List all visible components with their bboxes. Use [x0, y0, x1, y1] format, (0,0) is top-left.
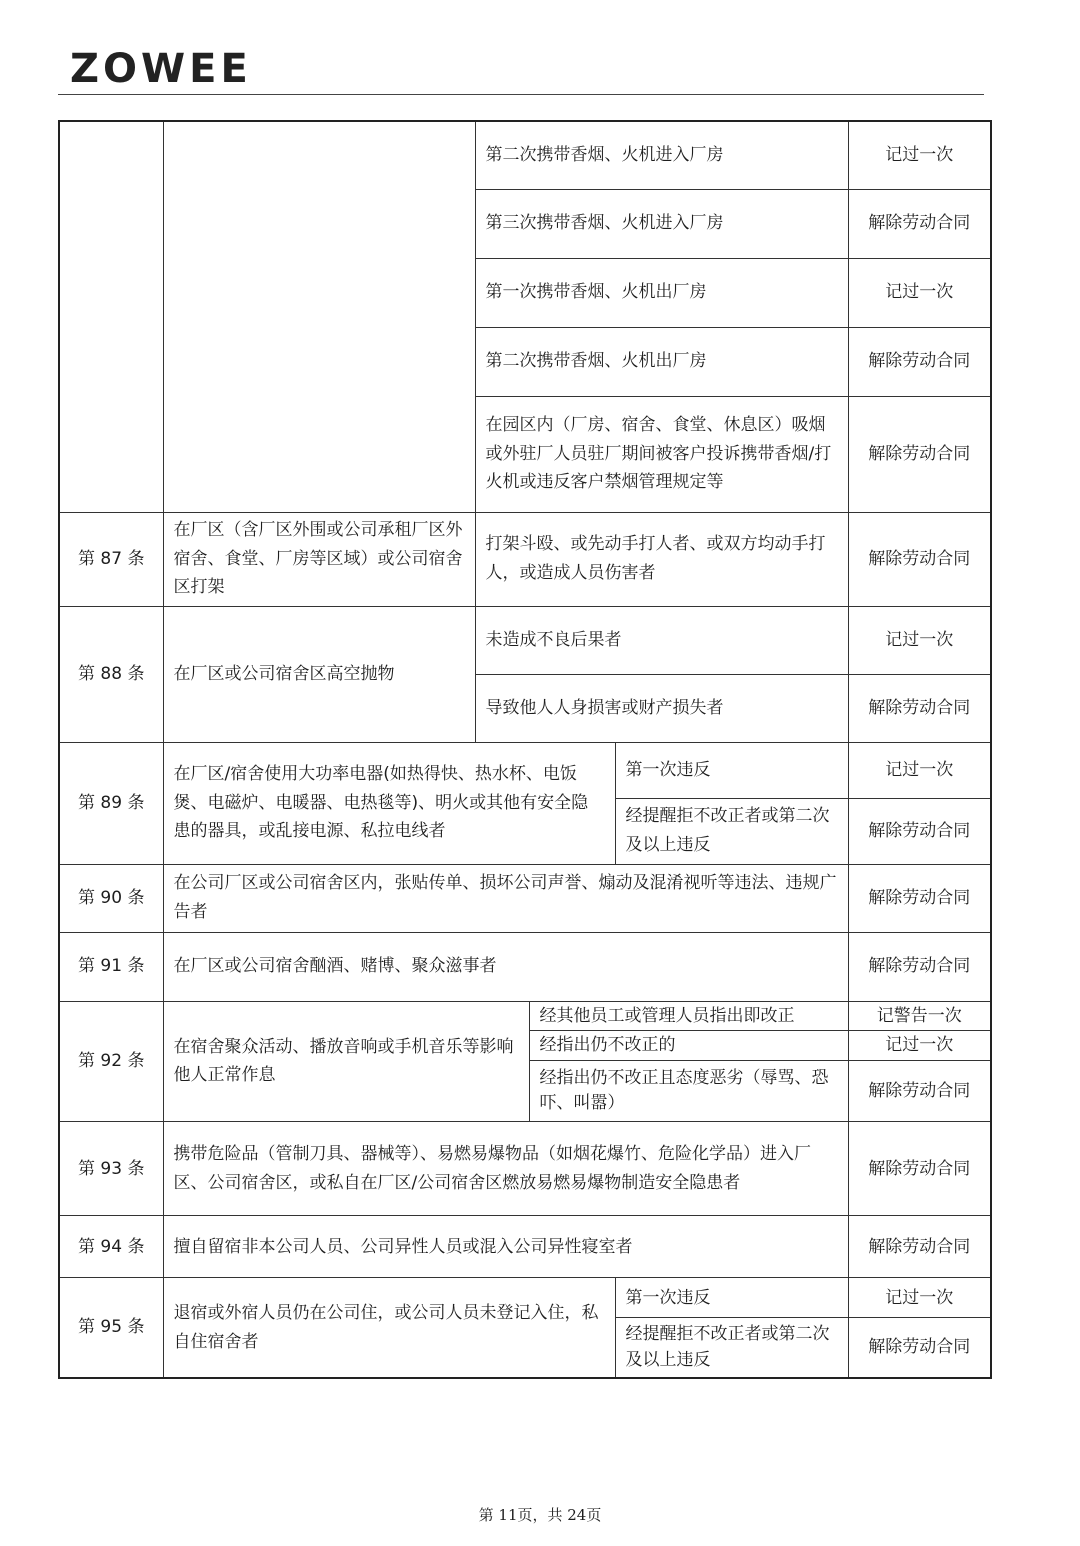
penalty-cell: 解除劳动合同 — [848, 396, 991, 512]
penalty-cell: 解除劳动合同 — [848, 189, 991, 258]
behavior-cell: 在厂区/宿舍使用大功率电器(如热得快、热水杯、电饭煲、电磁炉、电暖器、电热毯等)、明火或其他有安全隐患的器具，或乱接电源、私拉电线者 — [163, 742, 615, 864]
table-row — [59, 932, 991, 1001]
penalty-cell: 解除劳动合同 — [848, 674, 991, 742]
behavior-cell — [163, 121, 475, 512]
penalty-cell: 解除劳动合同 — [848, 932, 991, 1001]
penalty-table — [58, 120, 992, 1379]
condition-cell: 经提醒拒不改正者或第二次及以上违反 — [615, 798, 848, 864]
penalty-cell: 记过一次 — [848, 606, 991, 674]
article-cell: 第 91 条 — [59, 932, 163, 1001]
penalty-cell: 解除劳动合同 — [848, 798, 991, 864]
condition-cell: 导致他人人身损害或财产损失者 — [475, 674, 848, 742]
condition-cell: 在园区内（厂房、宿舍、食堂、休息区）吸烟或外驻厂人员驻厂期间被客户投诉携带香烟/打火机或违反客户禁烟管理规定等 — [475, 396, 848, 512]
company-logo: ZOWEE — [70, 46, 252, 92]
article-cell: 第 89 条 — [59, 742, 163, 864]
behavior-cell: 在厂区或公司宿舍区高空抛物 — [163, 606, 475, 742]
table-row — [59, 1278, 991, 1318]
condition-cell: 第二次携带香烟、火机进入厂房 — [475, 121, 848, 189]
condition-cell: 打架斗殴、或先动手打人者、或双方均动手打人，或造成人员伤害者 — [475, 512, 848, 606]
penalty-cell: 解除劳动合同 — [848, 1216, 991, 1278]
table-row — [59, 512, 991, 606]
behavior-cell: 在厂区或公司宿舍酗酒、赌博、聚众滋事者 — [163, 932, 848, 1001]
penalty-cell: 解除劳动合同 — [848, 1318, 991, 1378]
table-row — [59, 121, 991, 189]
penalty-cell: 记过一次 — [848, 258, 991, 327]
condition-cell: 经指出仍不改正且态度恶劣（辱骂、恐吓、叫嚣） — [529, 1061, 848, 1122]
behavior-cell: 退宿或外宿人员仍在公司住，或公司人员未登记入住，私自住宿舍者 — [163, 1278, 615, 1378]
condition-cell: 第二次携带香烟、火机出厂房 — [475, 327, 848, 396]
condition-cell: 经提醒拒不改正者或第二次及以上违反 — [615, 1318, 848, 1378]
article-cell: 第 93 条 — [59, 1122, 163, 1216]
condition-cell: 第三次携带香烟、火机进入厂房 — [475, 189, 848, 258]
table-row — [59, 1216, 991, 1278]
penalty-cell: 记过一次 — [848, 121, 991, 189]
penalty-cell: 记过一次 — [848, 1031, 991, 1061]
behavior-cell: 擅自留宿非本公司人员、公司异性人员或混入公司异性寝室者 — [163, 1216, 848, 1278]
article-cell: 第 88 条 — [59, 606, 163, 742]
article-cell: 第 87 条 — [59, 512, 163, 606]
penalty-cell: 解除劳动合同 — [848, 864, 991, 932]
condition-cell: 第一次违反 — [615, 742, 848, 798]
penalty-cell: 解除劳动合同 — [848, 327, 991, 396]
article-cell: 第 92 条 — [59, 1001, 163, 1122]
penalty-cell: 解除劳动合同 — [848, 512, 991, 606]
penalty-cell: 解除劳动合同 — [848, 1061, 991, 1122]
header-divider — [58, 94, 984, 95]
condition-cell: 第一次违反 — [615, 1278, 848, 1318]
condition-cell: 未造成不良后果者 — [475, 606, 848, 674]
table-row — [59, 742, 991, 798]
table-row — [59, 606, 991, 674]
page-number: 第 11页，共 24页 — [478, 1506, 602, 1524]
article-cell: 第 90 条 — [59, 864, 163, 932]
penalty-cell: 解除劳动合同 — [848, 1122, 991, 1216]
article-cell — [59, 121, 163, 512]
behavior-cell: 在厂区（含厂区外围或公司承租厂区外宿舍、食堂、厂房等区域）或公司宿舍区打架 — [163, 512, 475, 606]
behavior-cell: 携带危险品（管制刀具、器械等）、易燃易爆物品（如烟花爆竹、危险化学品）进入厂区、公司宿舍区，或私自在厂区/公司宿舍区燃放易燃易爆物制造安全隐患者 — [163, 1122, 848, 1216]
article-cell: 第 95 条 — [59, 1278, 163, 1378]
penalty-cell: 记过一次 — [848, 1278, 991, 1318]
behavior-cell: 在公司厂区或公司宿舍区内，张贴传单、损坏公司声誉、煽动及混淆视听等违法、违规广告者 — [163, 864, 848, 932]
penalty-cell: 记过一次 — [848, 742, 991, 798]
condition-cell: 经其他员工或管理人员指出即改正 — [529, 1001, 848, 1031]
table-row — [59, 1122, 991, 1216]
table-row — [59, 1001, 991, 1031]
penalty-cell: 记警告一次 — [848, 1001, 991, 1031]
article-cell: 第 94 条 — [59, 1216, 163, 1278]
table-row — [59, 864, 991, 932]
condition-cell: 第一次携带香烟、火机出厂房 — [475, 258, 848, 327]
condition-cell: 经指出仍不改正的 — [529, 1031, 848, 1061]
behavior-cell: 在宿舍聚众活动、播放音响或手机音乐等影响他人正常作息 — [163, 1001, 529, 1122]
